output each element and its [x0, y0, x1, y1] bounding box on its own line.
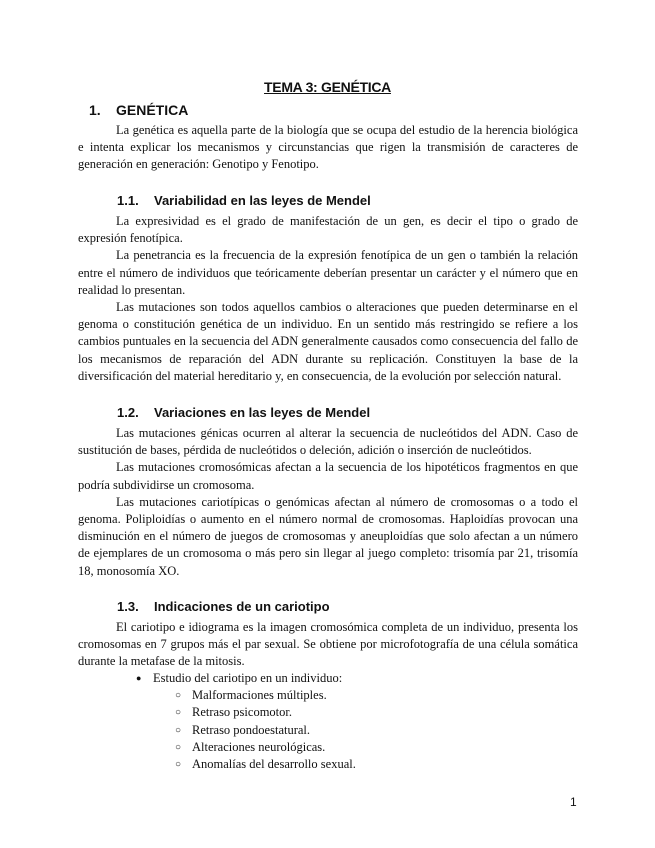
page-number: 1	[570, 795, 577, 809]
subsection-number: 1.1.	[117, 193, 139, 208]
subsection-heading-cariotipo	[117, 599, 330, 614]
section-title: GENÉTICA	[116, 102, 189, 118]
list-item: ○ Retraso psicomotor.	[175, 704, 356, 721]
subsection-title: Variabilidad en las leyes de Mendel	[154, 193, 371, 208]
subsection-heading-variaciones	[117, 405, 370, 420]
section-heading-genetica	[89, 102, 188, 118]
section-body	[78, 122, 578, 174]
list-item: ○ Alteraciones neurológicas.	[175, 739, 356, 756]
subsection-body	[78, 425, 578, 580]
subsection-heading-variabilidad	[117, 193, 371, 208]
paragraph: Las mutaciones son todos aquellos cambios o alteraciones que pueden determinarse en el genoma o constitución genética de un individuo. En un sentido más restringido se refiere a los cambios puntuales en la secuencia del ADN generalmente causados como consecuencia del fallo de los mecanismos de reparación del ADN durante su replicación. Constituyen la base de la diversificación del material hereditario y, en consecuencia, de la evolución por selección natural.	[78, 300, 578, 383]
list-item: ● Estudio del cariotipo en un individuo:	[136, 670, 356, 687]
subsection-title: Variaciones en las leyes de Mendel	[154, 405, 371, 420]
paragraph: Las mutaciones génicas ocurren al alterar la secuencia de nucleótidos del ADN. Caso de sustitución de bases, pérdida de nucleótidos o deleción, adición o inserción de nucleótidos.	[78, 426, 578, 458]
paragraph: La genética es aquella parte de la biología que se ocupa del estudio de la herencia biológica e intenta explicar los mecanismos y circunstancias que rigen la transmisión de caracteres de generación en generación: Genotipo y Fenotipo.	[78, 123, 578, 172]
paragraph: Las mutaciones cromosómicas afectan a la secuencia de los hipotéticos fragmentos en que podría subdividirse un cromosoma.	[78, 460, 578, 492]
bullet-list	[136, 670, 356, 773]
subsection-number: 1.3.	[117, 599, 139, 614]
paragraph: La expresividad es el grado de manifestación de un gen, es decir el tipo o grado de expresión fenotípica.	[78, 214, 578, 246]
subsection-title: Indicaciones de un cariotipo	[154, 599, 330, 614]
subsection-body	[78, 619, 578, 671]
list-item: ○ Retraso pondoestatural.	[175, 722, 356, 739]
subsection-body	[78, 213, 578, 385]
paragraph: La penetrancia es la frecuencia de la expresión fenotípica de un gen o también la relación entre el número de individuos que teóricamente deberían presentar un carácter y el número que en realidad lo presentan.	[78, 248, 578, 297]
subsection-number: 1.2.	[117, 405, 139, 420]
paragraph: El cariotipo e idiograma es la imagen cromosómica completa de un individuo, presenta los cromosomas en 7 grupos más el par sexual. Se obtiene por microfotografía de una célula somática durante la metafase de la mitosis.	[78, 620, 578, 669]
sub-list	[136, 687, 356, 773]
list-item: ○ Malformaciones múltiples.	[175, 687, 356, 704]
paragraph: Las mutaciones cariotípicas o genómicas afectan al número de cromosomas o a todo el genoma. Poliploidías o aumento en el número normal de cromosomas. Haploidías provocan una disminución en el número de juegos de cromosomas y aneuploidías que solo afectan a un número de ejemplares de un cromosoma o más pero sin llegar al juego completo: trisomía par 21, trisomía 18, monosomía XO.	[78, 494, 578, 578]
section-number: 1.	[89, 102, 101, 118]
page-title: TEMA 3: GENÉTICA	[264, 79, 391, 95]
list-item: ○ Anomalías del desarrollo sexual.	[175, 756, 356, 773]
